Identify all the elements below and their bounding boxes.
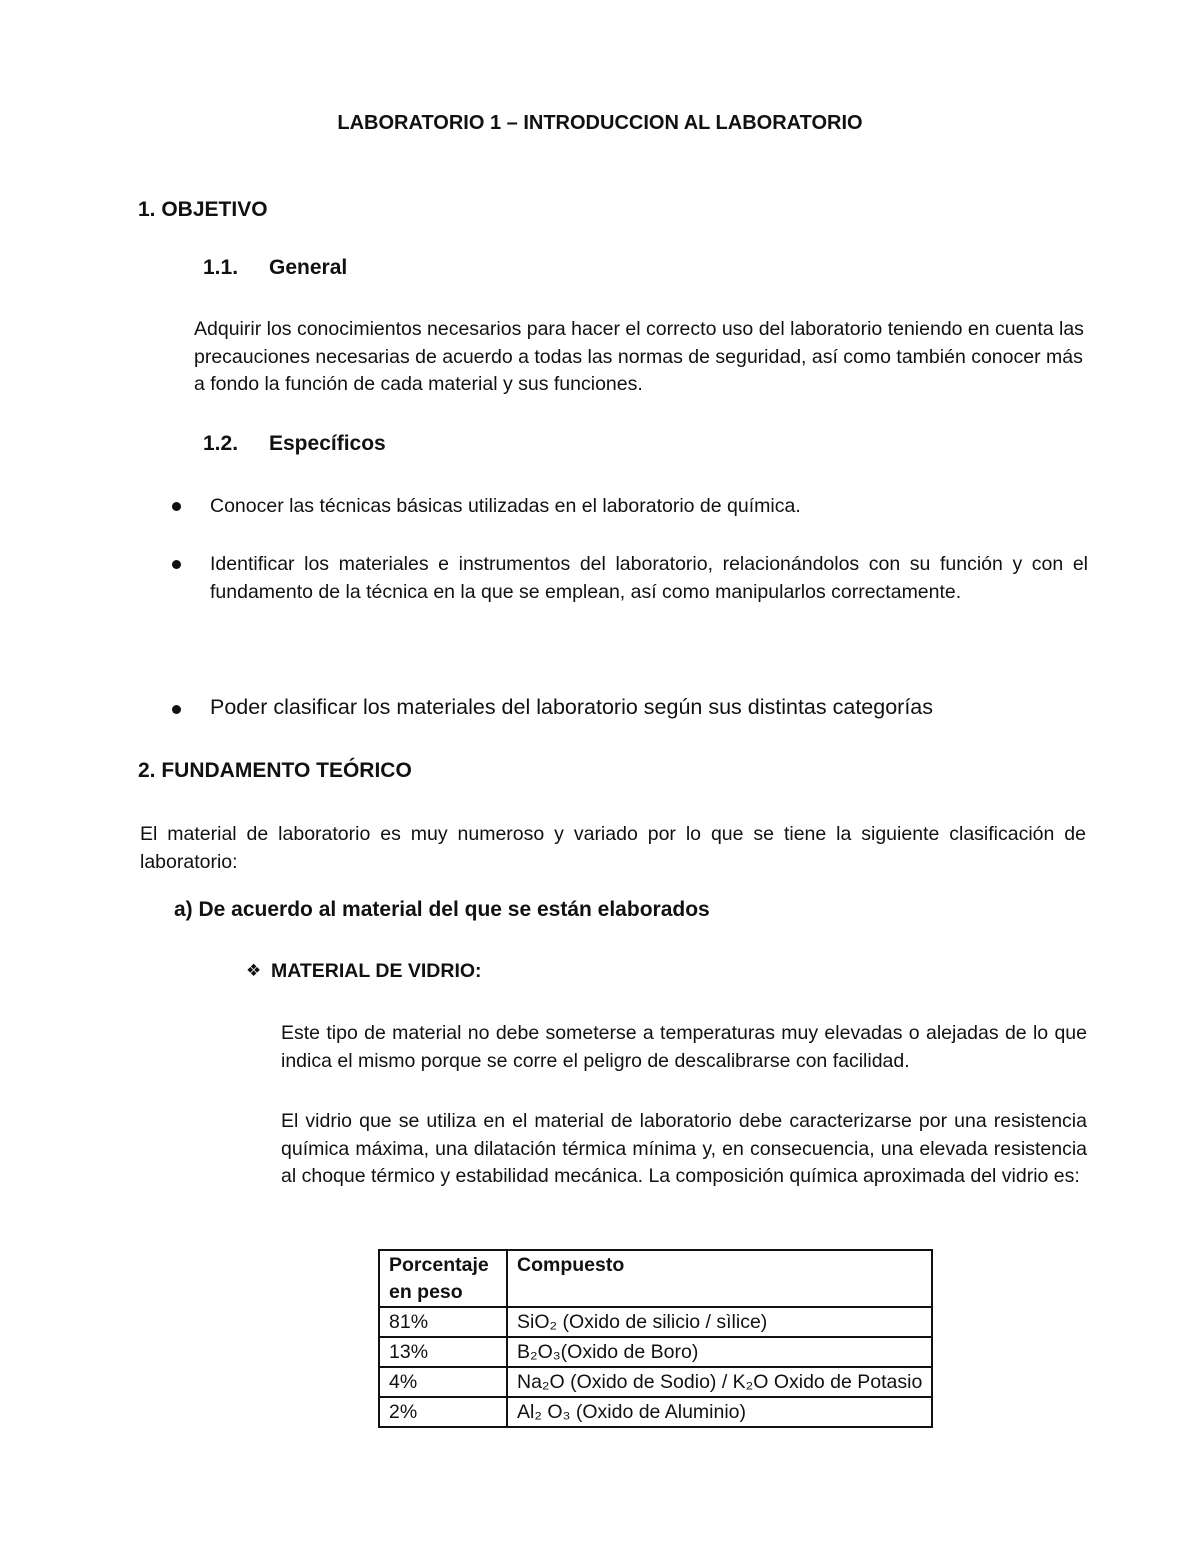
table-row <box>379 1367 932 1397</box>
header-pct-line2: en peso <box>389 1281 463 1303</box>
table-header-row <box>379 1250 932 1307</box>
classification-subheading: a) De acuerdo al material del que se están elaborados <box>174 898 710 921</box>
table-row <box>379 1397 932 1427</box>
section-objetivo-heading: 1. OBJETIVO <box>138 198 268 221</box>
bullet-icon <box>172 502 181 511</box>
table-cell-compound: Na₂O (Oxido de Sodio) / K₂O Oxido de Potasio <box>507 1367 932 1397</box>
header-pct-line1: Porcentaje <box>389 1254 489 1276</box>
fundamento-intro-text: El material de laboratorio es muy numeroso y variado por lo que se tiene la siguiente clasificación de laboratorio: <box>140 823 1086 873</box>
bullet-icon <box>172 705 181 714</box>
section-fundamento-heading: 2. FUNDAMENTO TEÓRICO <box>138 759 412 782</box>
table-row <box>379 1337 932 1367</box>
table-cell-compound: Al₂ O₃ (Oxido de Aluminio) <box>507 1397 932 1427</box>
table-cell-percentage: 4% <box>379 1367 507 1397</box>
specific-objective-item: Identificar los materiales e instrumentos del laboratorio, relacionándolos con su función y con el fundamento de la técnica en la que se emplean, así como manipularlos correctamente. <box>210 553 1088 603</box>
table-cell-compound: SiO₂ (Oxido de silicio / sìlice) <box>507 1307 932 1337</box>
table-cell-compound: B₂O₃(Oxido de Boro) <box>507 1337 932 1367</box>
subsection-especificos-number: 1.2. <box>203 432 239 455</box>
glass-composition-table <box>378 1249 933 1428</box>
vidrio-paragraph-1: Este tipo de material no debe someterse a temperaturas muy elevadas o alejadas de lo que indica el mismo porque se corre el peligro de descalibrarse con facilidad. <box>281 1022 1087 1072</box>
table-cell-percentage: 2% <box>379 1397 507 1427</box>
specific-objective-item: Poder clasificar los materiales del laboratorio según sus distintas categorías <box>210 695 934 719</box>
vidrio-paragraph-2: El vidrio que se utiliza en el material de laboratorio debe caracterizarse por una resistencia química máxima, una dilatación térmica mínima y, en consecuencia, una elevada resistencia al choque térmico y estabilidad mecánica. La composición química aproximada del vidrio es: <box>281 1110 1087 1188</box>
diamond-bullet-icon: ❖ <box>246 961 262 980</box>
subsection-general-label: General <box>269 256 348 279</box>
table-header-percentage <box>379 1250 507 1307</box>
bullet-icon <box>172 560 181 569</box>
table-cell-percentage: 13% <box>379 1337 507 1367</box>
table-cell-percentage: 81% <box>379 1307 507 1337</box>
subsection-especificos-label: Específicos <box>269 432 386 455</box>
document-title: LABORATORIO 1 – INTRODUCCION AL LABORATORIO <box>337 112 863 134</box>
specific-objective-item: Conocer las técnicas básicas utilizadas en el laboratorio de química. <box>210 495 801 517</box>
table-row <box>379 1307 932 1337</box>
material-vidrio-heading: MATERIAL DE VIDRIO: <box>271 960 482 982</box>
table-header-compound: Compuesto <box>507 1250 932 1307</box>
general-objective-text: Adquirir los conocimientos necesarios para hacer el correcto uso del laboratorio teniendo en cuenta las precauciones necesarias de acuerdo a todas las normas de seguridad, así como también conocer más a fondo la función de cada material y sus funciones. <box>194 318 1084 396</box>
subsection-general-number: 1.1. <box>203 256 239 279</box>
